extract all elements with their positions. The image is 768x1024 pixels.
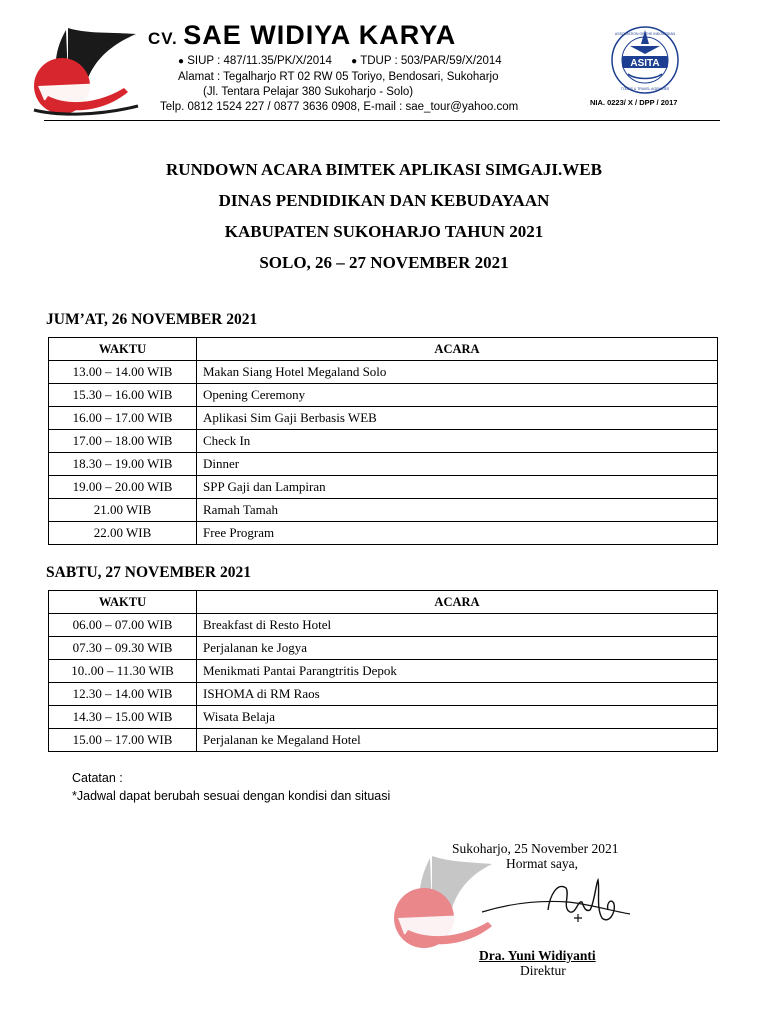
table-header-row [49,338,718,361]
asita-logo-text: ASITA [630,58,660,69]
company-cv-prefix: CV. [148,29,178,48]
time-cell: 21.00 WIB [49,499,197,522]
time-cell: 16.00 – 17.00 WIB [49,407,197,430]
document-title-line-3: KABUPATEN SUKOHARJO TAHUN 2021 [224,222,544,241]
asita-ring-text: TOURS & TRAVEL AGENCIES [620,87,670,91]
table-row [49,453,718,476]
event-cell: Breakfast di Resto Hotel [197,614,718,637]
notes-text: *Jadwal dapat berubah sesuai dengan kondisi dan situasi [72,789,391,803]
table-row [49,637,718,660]
table-row [49,729,718,752]
event-cell: Ramah Tamah [197,499,718,522]
signature-image [478,874,638,930]
time-cell: 14.30 – 15.00 WIB [49,706,197,729]
event-cell: Perjalanan ke Jogya [197,637,718,660]
table-row [49,430,718,453]
column-header-time: WAKTU [49,338,197,361]
column-header-event: ACARA [197,591,718,614]
document-title-line-1: RUNDOWN ACARA BIMTEK APLIKASI SIMGAJI.WEB [166,160,602,179]
contact-line: Telp. 0812 1524 227 / 0877 3636 0908, E-mail : sae_tour@yahoo.com [160,101,519,113]
time-cell: 17.00 – 18.00 WIB [49,430,197,453]
event-cell: Dinner [197,453,718,476]
event-cell: ISHOMA di RM Raos [197,683,718,706]
nia-number: NIA. 0223/ X / DPP / 2017 [590,98,678,107]
table-row [49,407,718,430]
company-logo [28,20,146,120]
address-line-2: (Jl. Tentara Pelajar 380 Sukoharjo - Solo) [203,86,414,98]
signature-place-date: Sukoharjo, 25 November 2021 [452,841,619,856]
table-header-row [49,591,718,614]
table-row [49,706,718,729]
asita-ring-text: ASSOCIATION OF THE INDONESIAN [614,32,676,36]
event-cell: Makan Siang Hotel Megaland Solo [197,361,718,384]
time-cell: 19.00 – 20.00 WIB [49,476,197,499]
address-line-1: Alamat : Tegalharjo RT 02 RW 05 Toriyo, Bendosari, Sukoharjo [178,71,499,83]
company-heading [148,20,456,51]
day2-heading: SABTU, 27 NOVEMBER 2021 [46,564,251,581]
tdup-number: TDUP : 503/PAR/59/X/2014 [360,55,502,67]
day2-schedule-table [48,590,718,752]
table-row [49,361,718,384]
bullet-icon: ● [178,56,185,67]
asita-logo [600,24,690,96]
table-row [49,499,718,522]
time-cell: 13.00 – 14.00 WIB [49,361,197,384]
event-cell: Perjalanan ke Megaland Hotel [197,729,718,752]
event-cell: Free Program [197,522,718,545]
bullet-icon: ● [351,56,358,67]
table-row [49,660,718,683]
time-cell: 06.00 – 07.00 WIB [49,614,197,637]
time-cell: 07.30 – 09.30 WIB [49,637,197,660]
day1-schedule-table [48,337,718,545]
event-cell: Menikmati Pantai Parangtritis Depok [197,660,718,683]
document-title-line-4: SOLO, 26 – 27 NOVEMBER 2021 [259,253,509,272]
column-header-event: ACARA [197,338,718,361]
time-cell: 10..00 – 11.30 WIB [49,660,197,683]
signature-closing: Hormat saya, [506,856,578,871]
event-cell: SPP Gaji dan Lampiran [197,476,718,499]
signatory-position: Direktur [520,963,566,978]
time-cell: 15.00 – 17.00 WIB [49,729,197,752]
document-title-line-2: DINAS PENDIDIKAN DAN KEBUDAYAAN [218,191,550,210]
signatory-name: Dra. Yuni Widiyanti [479,948,596,963]
table-row [49,683,718,706]
time-cell: 15.30 – 16.00 WIB [49,384,197,407]
day1-heading: JUM’AT, 26 NOVEMBER 2021 [46,311,258,328]
table-row [49,614,718,637]
event-cell: Aplikasi Sim Gaji Berbasis WEB [197,407,718,430]
event-cell: Check In [197,430,718,453]
time-cell: 18.30 – 19.00 WIB [49,453,197,476]
time-cell: 12.30 – 14.00 WIB [49,683,197,706]
event-cell: Opening Ceremony [197,384,718,407]
license-line [178,55,502,67]
column-header-time: WAKTU [49,591,197,614]
company-name: SAE WIDIYA KARYA [183,20,457,50]
siup-number: SIUP : 487/11.35/PK/X/2014 [187,55,332,67]
time-cell: 22.00 WIB [49,522,197,545]
event-cell: Wisata Belaja [197,706,718,729]
table-row [49,384,718,407]
notes-label: Catatan : [72,771,123,785]
letterhead-divider [44,120,720,121]
table-row [49,476,718,499]
table-row [49,522,718,545]
